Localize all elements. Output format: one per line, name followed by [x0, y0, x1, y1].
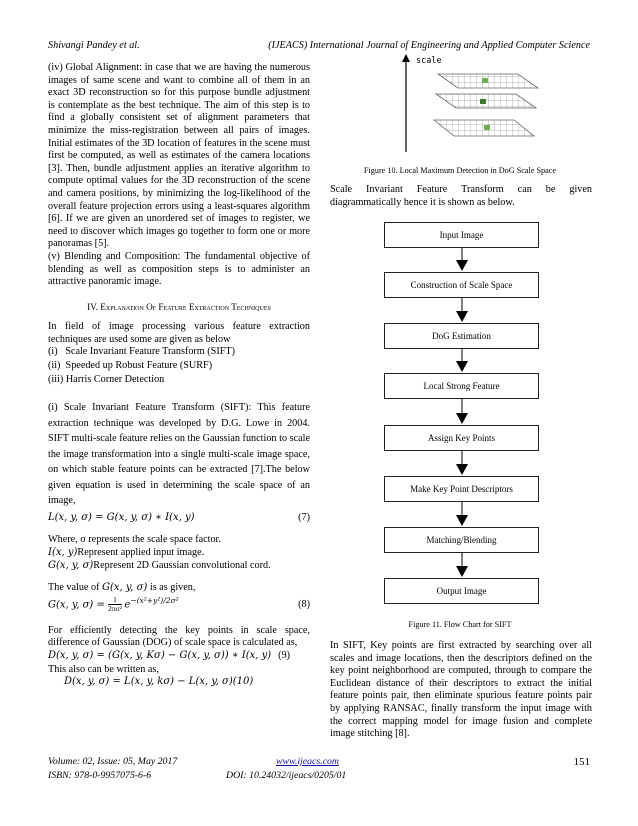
list-item: (ii) Speeded up Robust Feature (SURF)	[48, 360, 213, 372]
where-3-text: Represent 2D Gaussian convolutional cord.	[93, 559, 271, 571]
flow-arrow	[455, 451, 469, 476]
flow-step-output-image: Output Image	[384, 578, 539, 604]
value-line	[48, 582, 310, 595]
blending-paragraph: (v) Blending and Composition: The fundamental objective of blending as well as composition steps is to administer an attractive panoramic image.	[48, 250, 310, 288]
flow-step-key-points: Assign Key Points	[384, 425, 539, 451]
scale-label: scale	[416, 56, 442, 66]
figure-11-caption: Figure 11. Flow Chart for SIFT	[408, 620, 512, 629]
left-column	[48, 62, 310, 690]
where-2-math: I(x, y)	[48, 546, 78, 558]
footer-isbn: ISBN: 978-0-9957075-6-6	[48, 770, 152, 781]
sift-summary-paragraph: In SIFT, Key points are first extracted by searching over all scales and image locations, then the descriptors defined on the key point neighborhood are computed, through to compare the Euclidean distance of their descriptors to extract the initial feature points pair, then eliminate spurious feature points pair by applying RANSAC, finally transform the input image with the correct mapping model for image fusion and complete image stitching [8].	[330, 640, 592, 740]
flow-arrow	[455, 349, 469, 373]
footer-doi: DOI: 10.24032/ijeacs/0205/01	[226, 770, 347, 781]
equation-9-number: (9)	[278, 649, 290, 661]
flow-arrow	[455, 399, 469, 425]
figure-10-diagram	[398, 52, 548, 154]
flow-step-dog: DoG Estimation	[384, 323, 539, 349]
section-heading: IV. Explanation Of Feature Extraction Techniques	[87, 301, 271, 312]
equation-7-number: (7)	[298, 512, 310, 524]
techniques-list	[48, 346, 310, 388]
equation-9-body: D(x, y, σ) = (G(x, y, Kσ) − G(x, y, σ)) ∗ I(x, y)	[48, 649, 272, 661]
equation-8-lhs: G(x, y, σ) =	[48, 599, 109, 611]
equation-8	[48, 595, 310, 617]
equation-10-body: D(x, y, σ) = L(x, y, kσ) − L(x, y, σ)(10)	[64, 676, 254, 688]
list-item: (iii) Harris Corner Detection	[48, 374, 165, 386]
neighbor-marker	[484, 125, 490, 130]
footer-volume: Volume: 02, Issue: 05, May 2017	[48, 756, 178, 767]
equation-8-fraction	[108, 596, 122, 613]
list-item: (i) Scale Invariant Feature Transform (SIFT)	[48, 346, 236, 358]
running-journal: (IJEACS) International Journal of Engineering and Applied Computer Science	[268, 40, 590, 51]
equation-8-exp-base: e	[124, 599, 131, 611]
scale-axis-arrowhead	[402, 54, 410, 62]
flow-arrow	[455, 298, 469, 323]
flow-step-scale-space: Construction of Scale Space	[384, 272, 539, 298]
footer-url-link[interactable]: www.ijeacs.com	[276, 756, 339, 767]
equation-8-number: (8)	[298, 598, 310, 610]
flow-step-matching: Matching/Blending	[384, 527, 539, 553]
fraction-numerator: 1	[108, 596, 122, 605]
value-post: is as given,	[147, 582, 196, 594]
running-author: Shivangi Pandey et al.	[48, 40, 140, 51]
also-line: This also can be written as,	[48, 663, 159, 675]
flow-arrow	[455, 502, 469, 527]
figure-10-caption: Figure 10. Local Maximum Detection in DoG Scale Space	[363, 166, 557, 175]
equation-9	[48, 650, 310, 664]
value-pre: The value of	[48, 582, 103, 594]
sift-diagram-intro: Scale Invariant Feature Transform can be given diagrammatically hence it is shown as below.	[330, 184, 592, 208]
flow-arrow	[455, 248, 469, 272]
value-math: G(x, y, σ)	[102, 582, 148, 594]
sift-paragraph: (i) Scale Invariant Feature Transform (SIFT): This feature extraction technique was developed by D.G. Lowe in 2004. SIFT multi-scale feature relies on the Gaussian function to scale the image transformation into a single multi-scale image space, on which stable feature points can be extracted [7].The below given equation is used in determining the scale space of an image,	[48, 402, 310, 506]
equation-8-exponent: −(x²+y²)/2σ²	[130, 595, 179, 605]
where-3-math: G(x, y, σ)	[48, 559, 94, 571]
fraction-denominator: 2πσ²	[108, 604, 122, 614]
equation-7	[48, 512, 310, 526]
equation-7-body: L(x, y, σ) = G(x, y, σ) ∗ I(x, y)	[48, 512, 195, 524]
flow-step-descriptors: Make Key Point Descriptors	[384, 476, 539, 502]
where-3	[48, 560, 310, 573]
global-alignment-paragraph: (iv) Global Alignment: in case that we are having the numerous images of same scene and want to combine all of them in an exact 3D reconstruction so for this purpose bundle adjustment is contemplate as the best technique. The aim of this step is to find a globally consistent set of alignment parameters that minimize the miss-registration between all pairs of images. Initial estimates of the 3D location of features in the scene must first be computed, as well as estimates of the camera locations [3]. Then, bundle adjustment applies an iterative algorithm to compute optimal values for the 3D reconstruction of the scene and camera positions, by minimizing the log-likelihood of the overall feature projection errors using a least-squares algorithm [6]. If we are given an unordered set of images to register, we need to discover which images go together to form one or more panoramas [5].	[48, 62, 310, 250]
techniques-intro: In field of image processing various feature extraction techniques are used some are given as below	[48, 321, 310, 345]
flow-arrow	[455, 553, 469, 578]
neighbor-marker	[482, 78, 488, 83]
flow-step-local-feature: Local Strong Feature	[384, 373, 539, 399]
where-2	[48, 547, 310, 560]
equation-10	[48, 676, 310, 690]
page-number: 151	[573, 756, 590, 768]
dog-paragraph: For efficiently detecting the key points in scale space, difference of Gaussian (DOG) of scale space is calculated as,	[48, 624, 310, 649]
where-1: Where, σ represents the scale space factor.	[48, 534, 221, 546]
where-2-text: Represent applied input image.	[77, 546, 205, 558]
flow-step-input-image: Input Image	[384, 222, 539, 248]
keypoint-marker	[480, 99, 486, 104]
